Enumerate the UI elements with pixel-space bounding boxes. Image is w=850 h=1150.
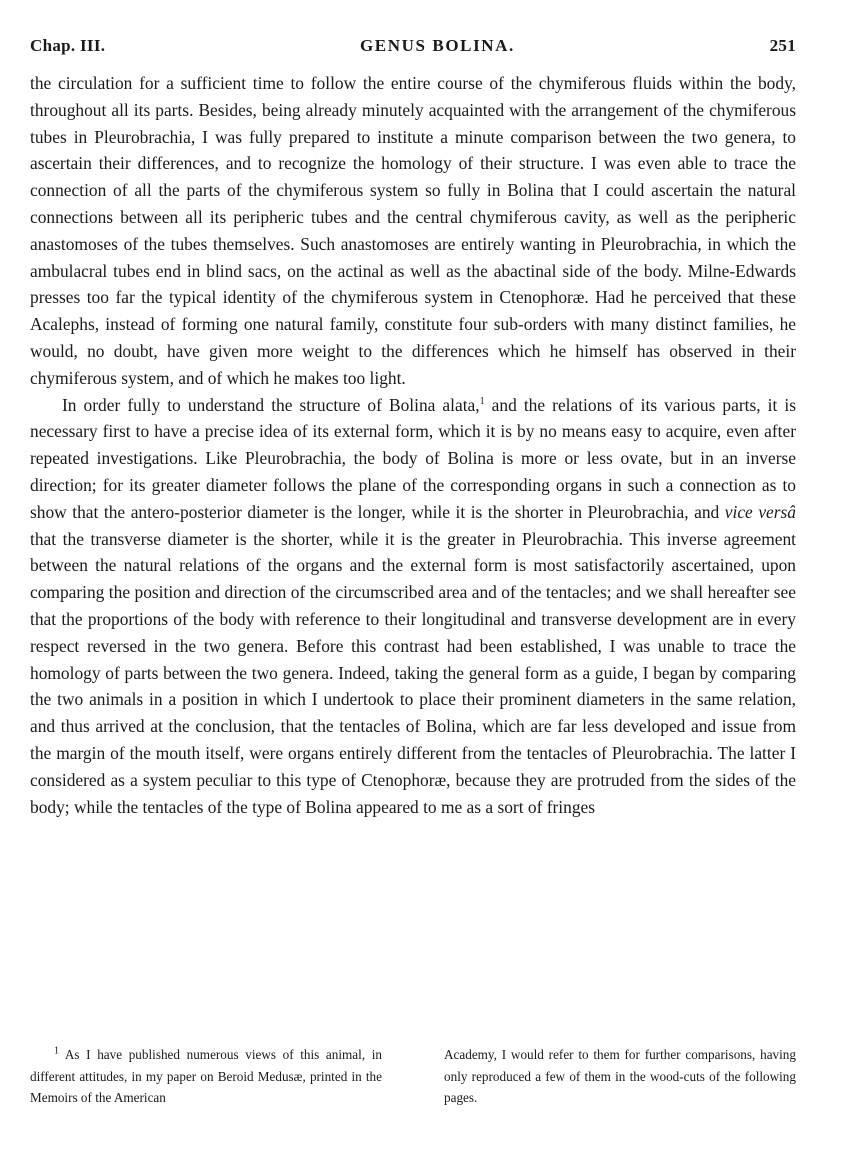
page-title: GENUS BOLINA. — [359, 36, 515, 55]
body-text — [30, 70, 796, 820]
paragraph-2-part-a: In order fully to understand the structure of Bolina alata, — [62, 394, 480, 415]
running-header — [30, 36, 796, 56]
paragraph-2-part-c: that the transverse diameter is the shorter, while it is the greater in Pleurobrachia. This inverse agreement between the natural relations of the organs and the external form is most satisfactorily ascertained, upon comparing the position and direction of the circumscribed area and of the tentacles; and we shall hereafter see that the proportions of the body with reference to their longitudinal and transverse development are in every respect reversed in the two genera. Before this contrast had been established, I was unable to trace the homology of parts between the two genera. Indeed, taking the general form as a guide, I began by comparing the two animals in a position in which I undertook to place their prominent diameters in the same relation, and thus arrived at the conclusion, that the tentacles of Bolina, which are far less developed and issue from the margin of the mouth itself, were organs entirely different from the tentacles of Pleurobrachia. The latter I considered as a system peculiar to this type of Ctenophoræ, because they are protruded from the sides of the body; while the tentacles of the type of Bolina appeared to me as a sort of fringes — [30, 528, 796, 817]
footnote-left-column — [30, 1044, 382, 1109]
footnote — [30, 1044, 796, 1109]
footnote-reference: 1 — [479, 395, 485, 407]
paragraph-2 — [30, 392, 796, 821]
paragraph-1: the circulation for a sufficient time to follow the entire course of the chymiferous fluids within the body, throughout all its parts. Besides, being already minutely acquainted with the arrangement of the chymiferous tubes in Pleurobrachia, I was fully prepared to institute a minute comparison between the two genera, to ascertain their differences, and to recognize the homology of their structure. I was even able to trace the connection of all the parts of the chymiferous system so fully in Bolina that I could ascertain the natural connections between all its peripheric tubes and the central chymiferous cavity, as well as the peripheric anastomoses of the tubes themselves. Such anastomoses are entirely wanting in Pleurobrachia, in which the ambulacral tubes end in blind sacs, on the actinal as well as the abactinal side of the body. Milne-Edwards presses too far the typical identity of the chymiferous system in Ctenophoræ. Had he perceived that these Acalephs, instead of forming one natural family, constitute four sub-orders with many distinct families, he would, no doubt, have given more weight to the differences which he himself has observed in their chymiferous system, and of which he makes too light. — [30, 73, 796, 388]
italic-phrase: vice versâ — [724, 501, 796, 522]
book-page — [30, 36, 796, 820]
paragraph-2-part-b: and the relations of its various parts, it is necessary first to have a precise idea of its external form, which it is by no means easy to acquire, even after repeated investigations. Like Pleurobrachia, the body of Bolina is more or less ovate, but in an inverse direction; for its greater diameter follows the plane of the corresponding organs in such a connection as to show that the antero-posterior diameter is the longer, while it is the shorter in Pleurobrachia, and — [30, 394, 796, 522]
chapter-label: Chap. III. — [30, 36, 106, 55]
footnote-marker: 1 — [54, 1045, 59, 1057]
footnote-left-text: As I have published numerous views of this animal, in different attitudes, in my paper on Beroid Medusæ, printed in the Memoirs of the American — [30, 1047, 382, 1106]
page-number: 251 — [769, 36, 796, 55]
footnote-right-column: Academy, I would refer to them for further comparisons, having only reproduced a few of them in the wood-cuts of the following pages. — [444, 1047, 796, 1106]
